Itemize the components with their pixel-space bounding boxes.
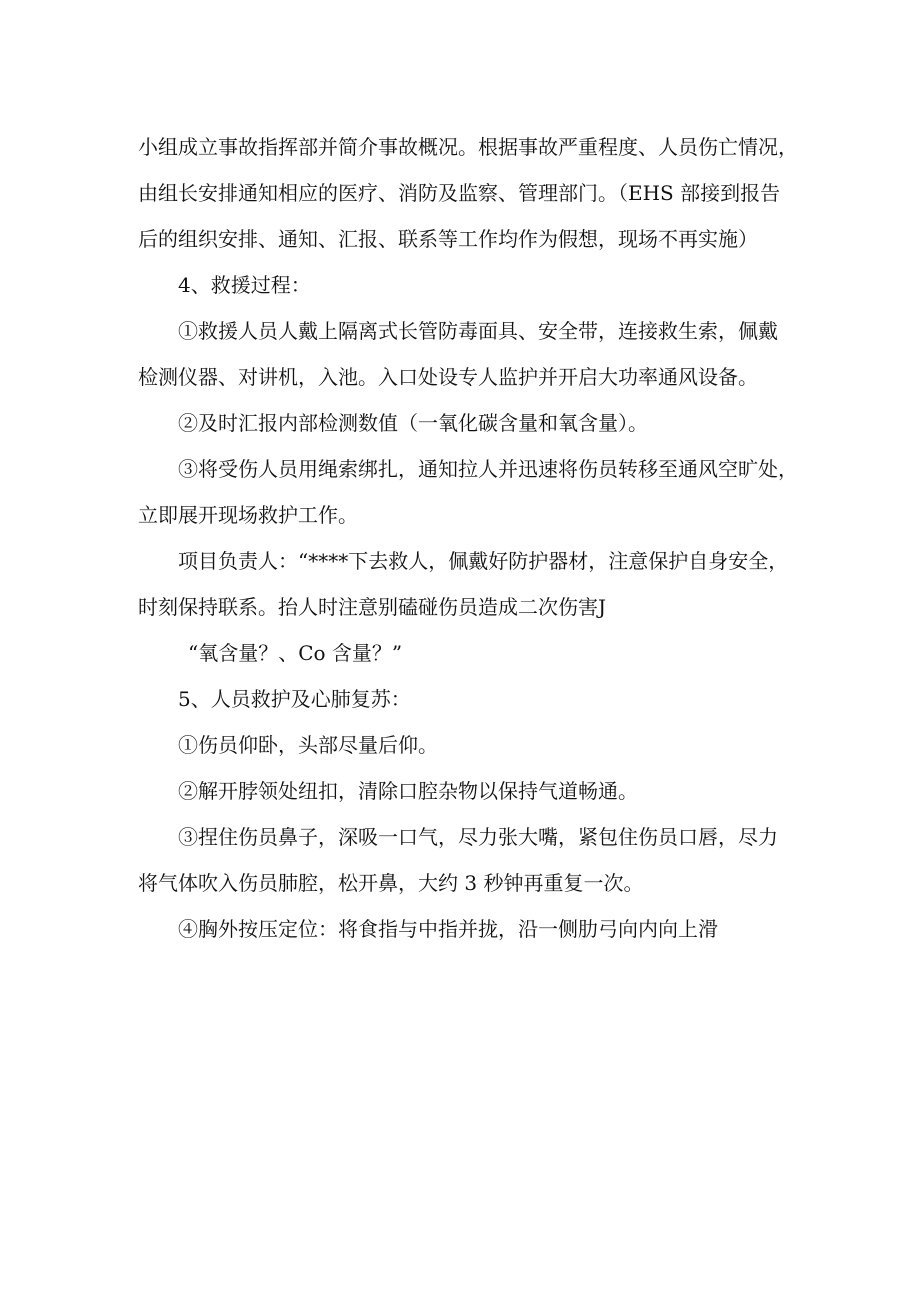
text-line-9: 立即展开现场救护工作。 bbox=[138, 503, 358, 527]
text-line-10: 项目负责人：“****下去救人，佩戴好防护器材，注意保护自身安全， bbox=[178, 549, 789, 573]
text-line-12: “氧含量？、Co 含量？” bbox=[188, 641, 403, 665]
text-line-1: 小组成立事故指挥部并简介事故概况。根据事故严重程度、人员伤亡情况， bbox=[138, 135, 798, 159]
text-line-18: ④胸外按压定位：将食指与中指并拢，沿一侧肋弓向内向上滑 bbox=[178, 917, 718, 941]
text-line-3: 后的组织安排、通知、汇报、联系等工作均作为假想，现场不再实施） bbox=[138, 227, 758, 251]
document-body bbox=[138, 124, 798, 952]
text-line-17: 将气体吹入伤员肺腔，松开鼻，大约 3 秒钟再重复一次。 bbox=[138, 871, 644, 895]
text-line-6: 检测仪器、对讲机，入池。入口处设专人监护并开启大功率通风设备。 bbox=[138, 365, 758, 389]
text-line-14: ①伤员仰卧，头部尽量后仰。 bbox=[178, 733, 438, 757]
text-line-7: ②及时汇报内部检测数值（一氧化碳含量和氧含量）。 bbox=[178, 411, 648, 435]
section-heading-rescue-process: 4、救援过程： bbox=[178, 273, 311, 297]
text-line-11: 时刻保持联系。抬人时注意别磕碰伤员造成二次伤害J bbox=[138, 595, 607, 619]
text-line-16: ③捏住伤员鼻子，深吸一口气，尽力张大嘴，紧包住伤员口唇，尽力 bbox=[178, 825, 778, 849]
text-line-5: ①救援人员人戴上隔离式长管防毒面具、安全带，连接救生索，佩戴 bbox=[178, 319, 778, 343]
section-heading-first-aid: 5、人员救护及心肺复苏： bbox=[178, 687, 411, 711]
text-line-8: ③将受伤人员用绳索绑扎，通知拉人并迅速将伤员转移至通风空旷处， bbox=[178, 457, 798, 481]
text-line-15: ②解开脖领处纽扣，清除口腔杂物以保持气道畅通。 bbox=[178, 779, 638, 803]
text-line-2: 由组长安排通知相应的医疗、消防及监察、管理部门。（EHS 部接到报告 bbox=[138, 181, 781, 205]
